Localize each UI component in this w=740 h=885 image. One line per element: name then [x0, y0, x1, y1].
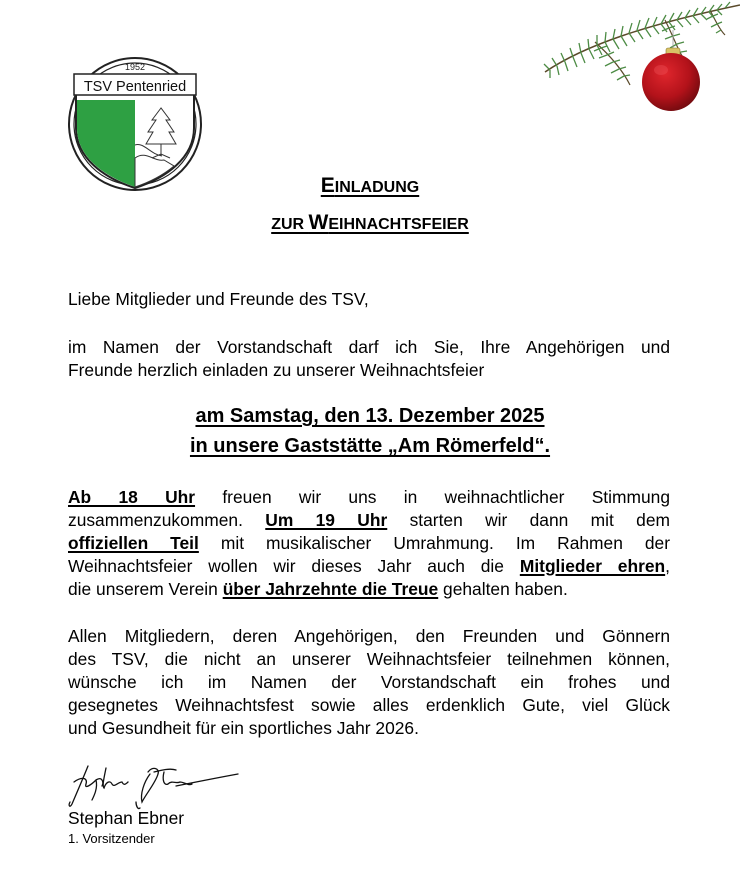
loyalty-phrase: über Jahrzehnte die Treue [222, 579, 439, 599]
greeting: Liebe Mitglieder und Freunde des TSV, [68, 289, 369, 309]
title-einladung: EINLADUNG [320, 174, 420, 197]
svg-text:1952: 1952 [124, 62, 146, 72]
signer-name: Stephan Ebner [68, 808, 185, 828]
event-date: am Samstag, den 13. Dezember 2025 [195, 405, 545, 427]
christmas-ornament-icon [535, 0, 740, 118]
event-venue: in unsere Gaststätte „Am Römerfeld“. [189, 435, 551, 457]
svg-text:TSV Pentenried: TSV Pentenried [83, 79, 187, 95]
start-time: Ab 18 Uhr [68, 487, 196, 507]
signer-role: 1. Vorsitzender [68, 831, 155, 846]
intro-paragraph: im Namen der Vorstandschaft darf ich Sie, Ihre Angehörigen und Freunde herzlich einladen zu unserer Weihnachtsfeier [68, 337, 670, 380]
wishes-paragraph: Allen Mitgliedern, deren Angehörigen, den Freunden und Gönnern des TSV, die nicht an unserer Weihnachtsfeier teilnehmen können, wünsche ich im Namen der Vorstandschaft ein frohes und gesegnetes Weihnachtsfest sowie alles erdenklich Gute, viel Glück und Gesundheit für ein sportliches Jahr 2026. [68, 626, 670, 738]
club-logo [66, 50, 204, 192]
title-weihnachtsfeier: ZUR WEIHNACHTSFEIER [271, 211, 469, 234]
honor-members: Mitglieder ehren [519, 556, 666, 576]
official-part: offiziellen Teil [68, 533, 199, 553]
handwritten-signature [66, 760, 241, 812]
program-paragraph: Ab 18 Uhr freuen wir uns in weihnachtlicher Stimmung zusammenzukommen. Um 19 Uhr starten wir dann mit dem offiziellen Teil mit musikalischer Umrahmung. Im Rahmen der Weihnachtsfeier wollen wir dieses Jahr auch die Mitglieder ehren, die unserem Verein über Jahrzehnte die Treue gehalten haben. [68, 487, 671, 599]
official-start-time: Um 19 Uhr [265, 510, 388, 530]
